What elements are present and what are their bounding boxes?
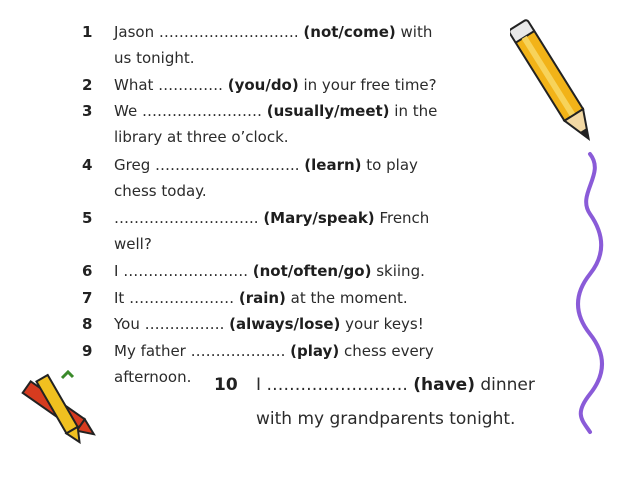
exercise-line-1: What …………. (you/do) in your free time? bbox=[114, 76, 437, 94]
exercise-number: 2 bbox=[82, 76, 93, 94]
pencil-icon bbox=[510, 8, 600, 158]
exercise-number: 7 bbox=[82, 289, 93, 307]
decorative-wave-icon bbox=[572, 150, 612, 435]
verb-cue: (rain) bbox=[238, 289, 286, 307]
exercise-line-2: library at three o’clock. bbox=[114, 128, 289, 146]
exercise-number: 1 bbox=[82, 23, 93, 41]
verb-cue: (play) bbox=[290, 342, 340, 360]
exercise-number: 10 bbox=[214, 375, 238, 395]
exercise-line-2: us tonight. bbox=[114, 49, 195, 67]
verb-cue: (Mary/speak) bbox=[263, 209, 375, 227]
exercise-line-1: Greg ……………………….. (learn) to play bbox=[114, 156, 418, 174]
verb-cue: (you/do) bbox=[227, 76, 299, 94]
exercise-number: 8 bbox=[82, 315, 93, 333]
verb-cue: (learn) bbox=[304, 156, 362, 174]
exercise-line-2: with my grandparents tonight. bbox=[256, 409, 516, 429]
exercise-number: 9 bbox=[82, 342, 93, 360]
exercise-number: 6 bbox=[82, 262, 93, 280]
exercise-line-2: well? bbox=[114, 235, 152, 253]
exercise-number: 5 bbox=[82, 209, 93, 227]
exercise-line-1: My father ………………. (play) chess every bbox=[114, 342, 434, 360]
exercise-line-1: We …………………… (usually/meet) in the bbox=[114, 102, 438, 120]
exercise-line-2: chess today. bbox=[114, 182, 207, 200]
verb-cue: (not/often/go) bbox=[252, 262, 372, 280]
exercise-line-2: afternoon. bbox=[114, 368, 192, 386]
verb-cue: (have) bbox=[413, 375, 475, 395]
exercise-line-1: It ………………… (rain) at the moment. bbox=[114, 289, 408, 307]
exercise-line-1: You ……………. (always/lose) your keys! bbox=[114, 315, 424, 333]
verb-cue: (not/come) bbox=[303, 23, 396, 41]
exercise-number: 4 bbox=[82, 156, 93, 174]
exercise-line-1: I ……………………. (not/often/go) skiing. bbox=[114, 262, 425, 280]
exercise-line-1: ……………………….. (Mary/speak) French bbox=[114, 209, 430, 227]
verb-cue: (always/lose) bbox=[229, 315, 341, 333]
exercise-line-1: Jason ………………………. (not/come) with bbox=[114, 23, 433, 41]
exercise-number: 3 bbox=[82, 102, 93, 120]
exercise-line-1: I ……………………. (have) dinner bbox=[256, 375, 535, 395]
verb-cue: (usually/meet) bbox=[266, 102, 390, 120]
crayons-icon bbox=[6, 370, 106, 460]
